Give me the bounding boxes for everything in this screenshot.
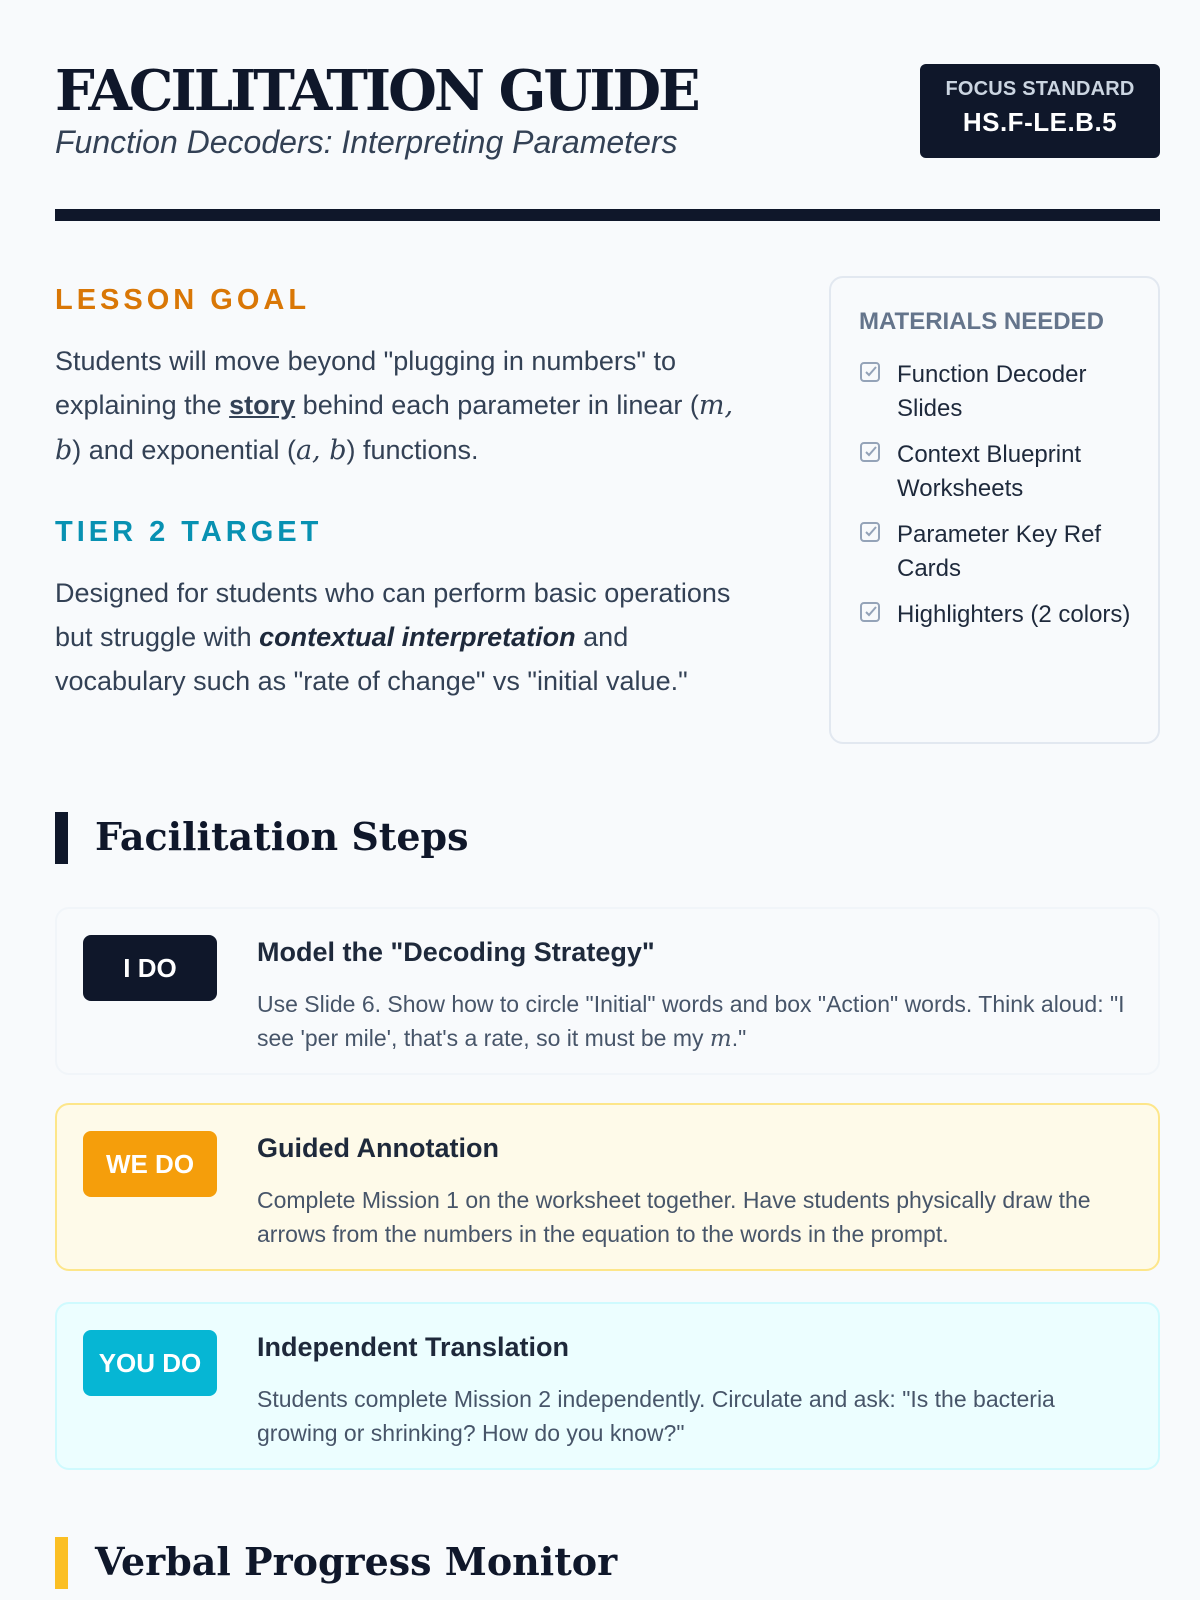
we-do-badge: WE DO	[83, 1131, 217, 1197]
i-do-badge: I DO	[83, 935, 217, 1001]
step-title: Independent Translation	[257, 1332, 570, 1362]
tier-target-label: TIER 2 TARGET	[55, 516, 323, 548]
materials-list	[859, 358, 1149, 644]
material-item: Highlighters (2 colors)	[859, 598, 1149, 632]
material-item: Parameter Key Ref Cards	[859, 518, 1149, 586]
step-card-we-do	[55, 1103, 1160, 1271]
heading-accent-bar	[55, 812, 68, 864]
step-title: Model the "Decoding Strategy"	[257, 937, 655, 967]
page-subtitle: Function Decoders: Interpreting Parameters	[55, 124, 678, 160]
lesson-goal-label: LESSON GOAL	[55, 284, 311, 316]
step-text: Students complete Mission 2 independently. Circulate and ask: "Is the bacteria growing or shrinking? How do you know?"	[257, 1386, 1055, 1446]
checkbox-icon	[859, 601, 881, 623]
page-title: FACILITATION GUIDE	[55, 58, 698, 124]
checkbox-icon	[859, 441, 881, 463]
exponential-params: a, b	[295, 435, 347, 466]
materials-title: MATERIALS NEEDED	[859, 308, 1104, 335]
material-item: Context Blueprint Worksheets	[859, 438, 1149, 506]
step-text: Use Slide 6. Show how to circle "Initial" words and box "Action" words. Think aloud: "I see 'per mile', that's a rate, so it must be my m."	[257, 991, 1125, 1052]
contextual-interpretation-emphasis: contextual interpretation	[259, 622, 576, 652]
header-divider	[55, 209, 1160, 221]
heading-accent-bar	[55, 1537, 68, 1589]
focus-standard-code: HS.F-LE.B.5	[962, 107, 1118, 137]
you-do-badge: YOU DO	[83, 1330, 217, 1396]
materials-card	[829, 276, 1160, 744]
step-card-you-do	[55, 1302, 1160, 1470]
focus-standard-badge	[920, 64, 1160, 158]
facilitation-steps-title: Facilitation Steps	[95, 814, 469, 859]
lesson-goal-text: Students will move beyond "plugging in numbers" to explaining the story behind each parameter in linear (m, b) and exponential (a, b) functions.	[55, 346, 734, 466]
verbal-progress-monitor-title: Verbal Progress Monitor	[95, 1539, 618, 1584]
step-title: Guided Annotation	[257, 1133, 499, 1163]
facilitation-guide-page	[55, 0, 1160, 1600]
checkbox-icon	[859, 521, 881, 543]
linear-params: m, b	[55, 390, 734, 466]
step-text: Complete Mission 1 on the worksheet together. Have students physically draw the arrows from the numbers in the equation to the words in the prompt.	[257, 1187, 1091, 1247]
step-card-i-do	[55, 907, 1160, 1075]
story-emphasis: story	[229, 390, 296, 420]
tier-target-text: Designed for students who can perform basic operations but struggle with contextual interpretation and vocabulary such as "rate of change" vs "initial value."	[55, 578, 731, 696]
material-item: Function Decoder Slides	[859, 358, 1149, 426]
focus-standard-label: FOCUS STANDARD	[945, 78, 1135, 100]
checkbox-icon	[859, 361, 881, 383]
